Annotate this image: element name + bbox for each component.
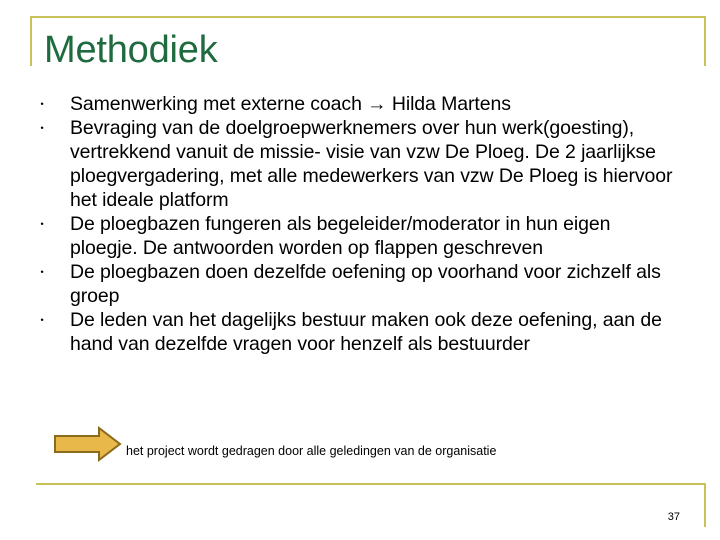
bullet-text: De ploegbazen doen dezelfde oefening op voorhand voor zichzelf als groep bbox=[70, 261, 661, 307]
bullet-dot: • bbox=[40, 315, 44, 325]
bullet-item bbox=[36, 212, 676, 260]
bullet-text: De leden van het dagelijks bestuur maken ook deze oefening, aan de hand van dezelfde vragen voor henzelf als bestuurder bbox=[70, 309, 662, 355]
frame-top-line bbox=[30, 16, 706, 18]
frame-right-bottom-line bbox=[704, 483, 706, 527]
page-number: 37 bbox=[667, 511, 680, 523]
frame-left-line bbox=[30, 16, 32, 66]
bullet-dot: • bbox=[40, 99, 44, 109]
bullet-item bbox=[36, 116, 676, 212]
bullet-item bbox=[36, 260, 676, 308]
bullet-text: Samenwerking met externe coach → Hilda Martens bbox=[70, 93, 511, 115]
bullet-item bbox=[36, 92, 676, 116]
bullet-text: De ploegbazen fungeren als begeleider/moderator in hun eigen ploegje. De antwoorden worden op flappen geschreven bbox=[70, 213, 611, 259]
bullet-text: Bevraging van de doelgroepwerknemers over hun werk(goesting), vertrekkend vanuit de missie- visie van vzw De Ploeg. De 2 jaarlijkse ploegvergadering, met alle medewerkers van vzw De Ploeg is hiervoor het ideale platform bbox=[70, 117, 673, 211]
bullet-dot: • bbox=[40, 267, 44, 277]
arrow-note-text: het project wordt gedragen door alle geledingen van de organisatie bbox=[126, 444, 497, 458]
bullet-dot: • bbox=[40, 123, 44, 133]
bullet-item bbox=[36, 308, 676, 356]
bullet-dot: • bbox=[40, 219, 44, 229]
frame-right-line bbox=[704, 16, 706, 66]
slide-title: Methodiek bbox=[44, 29, 218, 71]
bullet-list bbox=[36, 92, 676, 356]
frame-bottom-line bbox=[36, 483, 706, 485]
right-arrow-icon bbox=[53, 426, 123, 462]
